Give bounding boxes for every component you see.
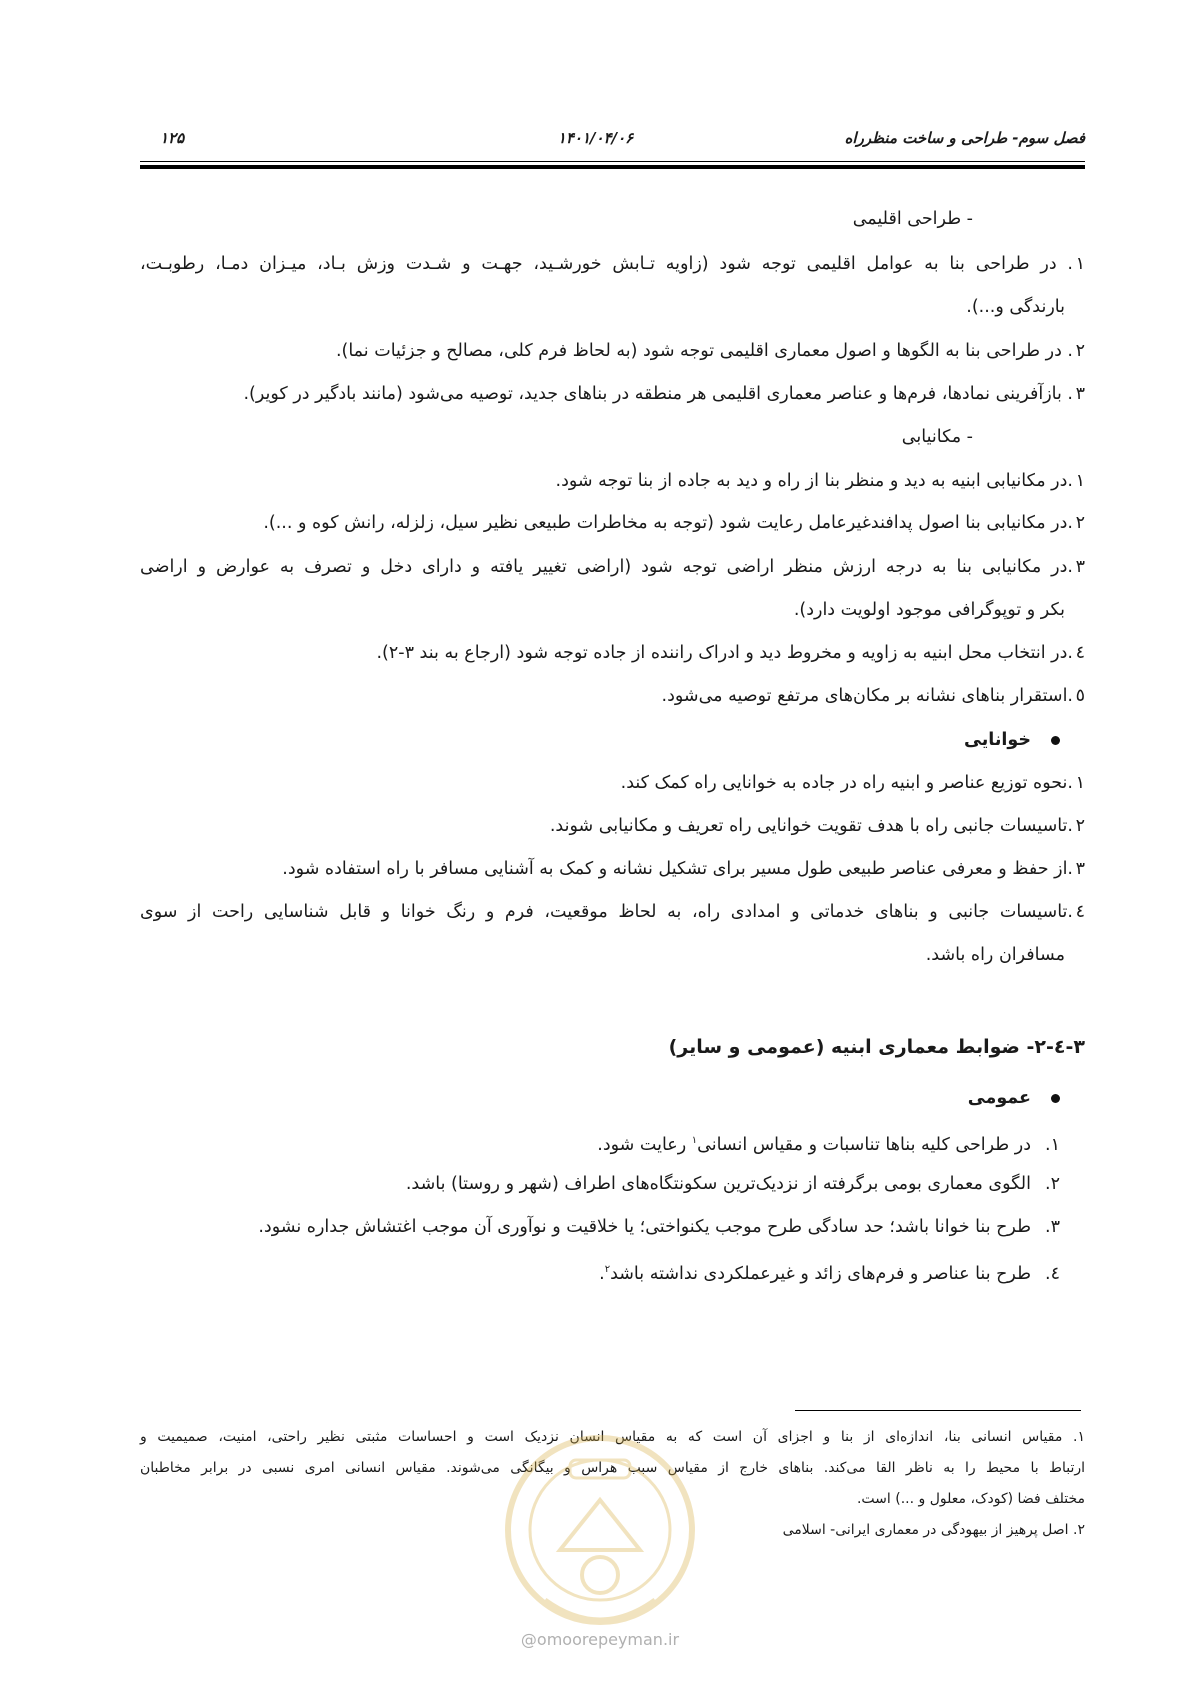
item-text: .تاسیسات جانبی و بناهای خدماتی و امدادی راه، به لحاظ موقعیت، فرم و رنگ خوانا و قابل شناسایی راحت از سوی: [140, 902, 1073, 922]
item-number: ۱: [1075, 471, 1085, 491]
item-number: ۳: [1075, 557, 1085, 577]
item-text: .در انتخاب محل ابنیه به زاویه و مخروط دید و ادراک راننده از جاده توجه شود (ارجاع به بند ۳-۲).: [376, 643, 1073, 663]
header-date: ۱۴۰۱/۰۴/۰۶: [557, 129, 634, 147]
legibility-item-1: [621, 770, 1085, 796]
climate-item-1-line-1: [140, 251, 1085, 277]
siting-item-4: [376, 640, 1085, 666]
item-number: ۲: [1075, 816, 1085, 836]
bullet-icon: [1051, 1094, 1060, 1103]
item-text: .در مکانیابی بنا اصول پدافندغیرعامل رعایت شود (توجه به مخاطرات طبیعی نظیر سیل، زلزله، رانش کوه و ...).: [263, 513, 1073, 533]
item-number: ۱: [1075, 773, 1085, 793]
item-number: ٤.: [1045, 1263, 1060, 1284]
item-text: .تاسیسات جانبی راه با هدف تقویت خوانایی راه تعریف و مکانیابی شوند.: [549, 816, 1073, 836]
item-tail: رعایت شود.: [597, 1134, 692, 1155]
item-text: .نحوه توزیع عناصر و ابنیه راه در جاده به خوانایی راه کمک کند.: [620, 773, 1073, 793]
footnote-ref-2: ۲: [604, 1264, 611, 1275]
chapter-title: فصل سوم- طراحی و ساخت منظرراه: [844, 129, 1085, 147]
footnote-ref-1: ۱: [691, 1135, 698, 1146]
legibility-heading: [964, 727, 1060, 753]
legibility-item-3: [282, 856, 1085, 882]
item-number: ۱: [1075, 254, 1085, 274]
siting-item-2: [263, 510, 1085, 536]
footnote-rule: [795, 1410, 1081, 1411]
watermark-url: @omoorepeyman.ir: [520, 1630, 680, 1649]
item-number: ۱.: [1045, 1134, 1060, 1155]
footnote-1-line-3: مختلف فضا (کودک، معلول و ...) است.: [856, 1491, 1085, 1507]
siting-item-5: [662, 683, 1085, 709]
legibility-item-4-line-2: مسافران راه باشد.: [925, 945, 1065, 965]
item-text: .از حفظ و معرفی عناصر طبیعی طول مسیر برای تشکیل نشانه و کمک به آشنایی مسافر با راه استفاده شود.: [282, 859, 1073, 879]
legibility-item-2: [550, 813, 1085, 839]
item-text: . در طراحی بنا به عوامل اقلیمی توجه شود (زاویه تـابش خورشـید، جهـت و شـدت وزش بـاد، میـزان دمـا، رطوبـت،: [140, 254, 1073, 274]
item-number: ۲: [1075, 341, 1085, 361]
section-item-3: [258, 1214, 1060, 1240]
bullet-icon: [1051, 736, 1060, 745]
item-text: طرح بنا عناصر و فرم‌های زائد و غیرعملکردی نداشته باشد: [610, 1263, 1032, 1284]
watermark-seal-icon: [500, 1400, 700, 1660]
climate-item-2: [336, 338, 1085, 364]
item-text: .استقرار بناهای نشانه بر مکان‌های مرتفع توصیه می‌شود.: [661, 686, 1073, 706]
item-text: طرح بنا خوانا باشد؛ حد سادگی طرح موجب یکنواختی؛ یا خلاقیت و نوآوری آن موجب اغتشاش جداره نشود.: [258, 1217, 1032, 1237]
item-text: . بازآفرینی نمادها، فرم‌ها و عناصر معماری اقلیمی هر منطقه در بناهای جدید، توصیه می‌شود (مانند بادگیر در کویر).: [243, 384, 1073, 404]
section-subheading: [968, 1085, 1060, 1111]
item-text: .در مکانیابی ابنیه به دید و منظر بنا از راه و دید به جاده از بنا توجه شود.: [555, 471, 1073, 491]
climate-item-1-line-2: بارندگی و...).: [966, 297, 1065, 317]
item-text: . در طراحی بنا به الگوها و اصول معماری اقلیمی توجه شود (به لحاظ فرم کلی، مصالح و جزئیات نما).: [335, 341, 1073, 361]
footnote-1-line-2: ارتباط با محیط را به ناظر القا می‌کند. بناهای خارج از مقیاس سبب هراس و بیگانگی می‌شوند. مقیاس انسانی امری نسبی در برابر مخاطبان: [140, 1460, 1085, 1476]
header-rule-thin: [140, 161, 1085, 162]
item-text: در طراحی کلیه بناها تناسبات و مقیاس انسانی: [697, 1134, 1032, 1155]
section-item-1: [597, 1128, 1060, 1158]
siting-item-3-line-2: بکر و توپوگرافی موجود اولویت دارد).: [793, 600, 1065, 620]
siting-item-1: [556, 468, 1086, 494]
footnote-2: ۲. اصل پرهیز از بیهودگی در معماری ایرانی- اسلامی: [782, 1522, 1085, 1538]
climate-heading: - طراحی اقلیمی: [852, 209, 973, 229]
item-text: الگوی معماری بومی برگرفته از نزدیک‌ترین سکونتگاه‌های اطراف (شهر و روستا) باشد.: [405, 1174, 1032, 1194]
page-number: ۱۲۵: [160, 129, 185, 147]
item-number: ۳: [1075, 859, 1085, 879]
footnote-1-line-1: ۱. مقیاس انسانی بنا، اندازه‌ای از بنا و اجزای آن است که به مقیاس انسان نزدیک است و احساسات مثبتی نظیر راحتی، امنیت، صمیمیت و: [140, 1429, 1085, 1445]
item-number: ٥: [1075, 686, 1085, 706]
item-text: .در مکانیابی بنا به درجه ارزش منظر اراضی توجه شود (اراضی تغییر یافته و دارای دخل و تصرف به عوارض و اراضی: [140, 557, 1073, 577]
item-number: ٤: [1075, 902, 1085, 922]
item-tail: .: [599, 1263, 605, 1284]
section-title: ۳-٤-۲- ضوابط معماری ابنیه (عمومی و سایر): [668, 1036, 1085, 1058]
section-subheading-text: عمومی: [967, 1088, 1031, 1108]
legibility-item-4-line-1: [140, 899, 1085, 925]
siting-heading: - مکانیابی: [901, 427, 973, 447]
legibility-heading-text: خوانایی: [963, 730, 1031, 750]
item-number: ۲: [1075, 513, 1085, 533]
header-rule-thick: [140, 165, 1085, 169]
item-number: ٤: [1075, 643, 1085, 663]
climate-item-3: [243, 381, 1085, 407]
item-number: ۳.: [1045, 1217, 1060, 1237]
item-number: ۳: [1075, 384, 1085, 404]
section-item-4: [599, 1257, 1060, 1287]
item-number: ۲.: [1045, 1174, 1060, 1194]
siting-item-3-line-1: [140, 554, 1085, 580]
section-item-2: [406, 1171, 1060, 1197]
